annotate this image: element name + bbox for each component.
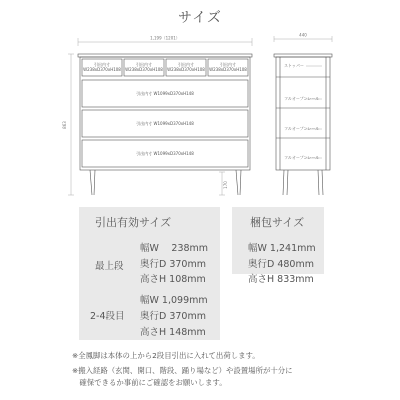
wide-drawer-label-1: 引出内寸 W1099xD370xH148 (136, 91, 194, 96)
svg-text:引出内寸: 引出内寸 (220, 62, 236, 67)
leg-height-label: 170 (223, 181, 228, 189)
svg-text:W238xD370xH108: W238xD370xH108 (125, 67, 163, 72)
svg-text:引出内寸: 引出内寸 (94, 62, 110, 67)
side-depth-label: 440 (299, 32, 307, 38)
package-depth: 奥行D 480mm (248, 259, 314, 270)
top-depth: 奥行D 370mm (140, 259, 206, 270)
note-3: 確保できるか事前にご確認をお願いします。 (72, 378, 227, 387)
svg-text:引出内寸: 引出内寸 (136, 62, 152, 67)
side-label-rail-1: フルオープンレール (284, 96, 320, 101)
svg-text:W238xD370xH108: W238xD370xH108 (209, 67, 247, 72)
side-view (274, 36, 332, 195)
wide-drawer-label-3: 引出内寸 W1099xD370xH148 (136, 151, 194, 156)
note-1: ※全鳳脚は本体の上から2段目引出に入れて出荷します。 (72, 351, 260, 360)
front-width-label: 1,199（1201） (150, 35, 180, 41)
top-drawer-labels (83, 61, 247, 72)
drawer-inner-size-title: 引出有効サイズ (95, 216, 172, 229)
furniture-drawing (0, 24, 400, 204)
side-label-rail-2: フルオープンレール (284, 126, 320, 131)
top-height: 高さH 108mm (140, 274, 206, 285)
page-title: サイズ (178, 10, 222, 26)
svg-text:引出内寸: 引出内寸 (178, 62, 194, 67)
note-2: ※搬入経路（玄関、開口、階段、踊り場など）や設置場所が十分に (72, 366, 293, 375)
wide-drawer-label-2: 引出内寸 W1099xD370xH148 (136, 121, 194, 126)
front-height-label: 863 (62, 121, 67, 129)
side-label-stopper: ストッパー (284, 63, 304, 68)
lower-depth: 奥行D 370mm (140, 311, 206, 322)
svg-text:W238xD370xH108: W238xD370xH108 (167, 67, 205, 72)
notes (72, 350, 392, 389)
lower-width: 幅W 1,099mm (140, 295, 208, 306)
package-height: 高さH 833mm (248, 274, 314, 285)
group-label-top: 最上段 (95, 261, 124, 272)
top-width: 幅W 238mm (140, 243, 209, 254)
lower-height: 高さH 148mm (140, 327, 206, 338)
package-size-title: 梱包サイズ (250, 216, 305, 229)
group-label-lower: 2-4段目 (90, 311, 125, 322)
package-width: 幅W 1,241mm (248, 243, 316, 254)
svg-text:W238xD370xH108: W238xD370xH108 (83, 67, 121, 72)
side-label-rail-3: フルオープンレール (284, 155, 320, 160)
